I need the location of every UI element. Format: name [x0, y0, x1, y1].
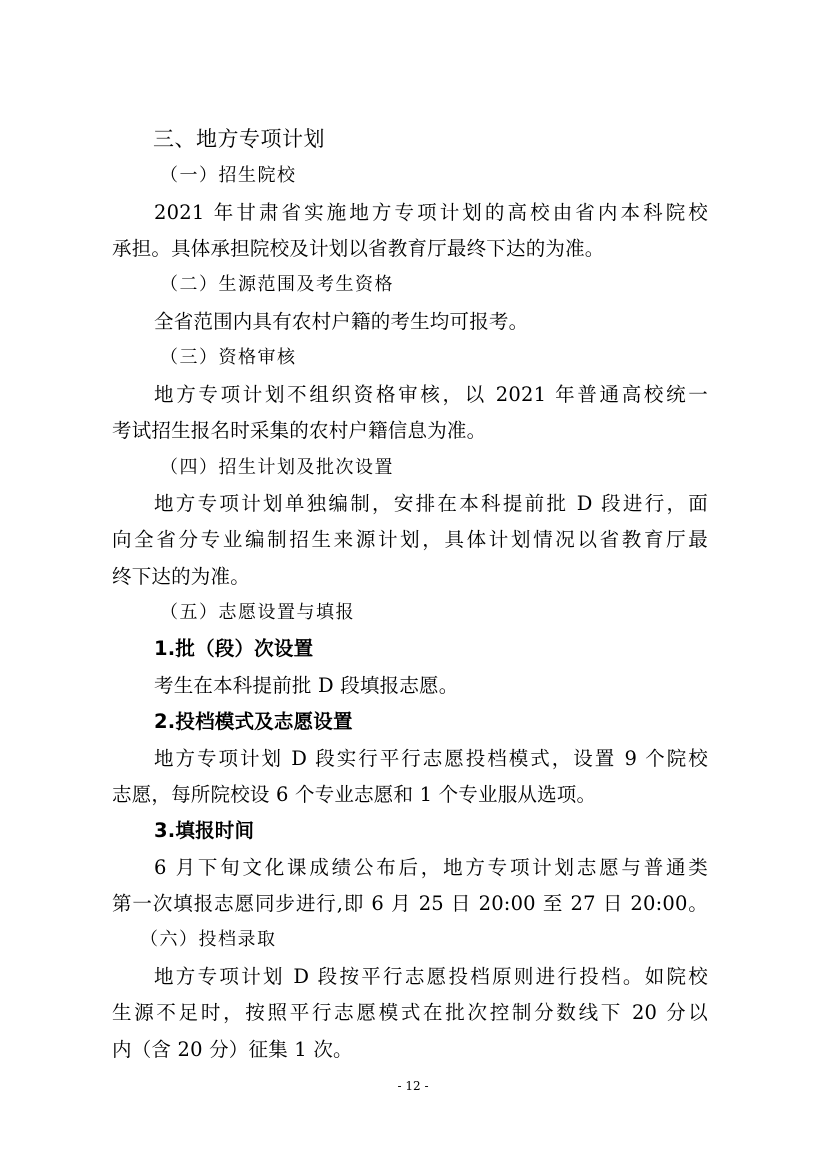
paragraph-line: 内（含 20 分）征集 1 次。 — [112, 1038, 353, 1061]
subsection-heading-3: （三）资格审核 — [160, 347, 297, 368]
subsection-heading-4: （四）招生计划及批次设置 — [160, 457, 394, 478]
paragraph-line: 地方专项计划 D 段实行平行志愿投档模式，设置 9 个院校 — [154, 747, 708, 770]
paragraph-line: 志愿，每所院校设 6 个专业志愿和 1 个专业服从选项。 — [112, 783, 597, 806]
paragraph-line: 全省范围内具有农村户籍的考生均可报考。 — [154, 310, 529, 333]
item-title-3: 3.填报时间 — [154, 819, 255, 842]
subsection-heading-5: （五）志愿设置与填报 — [160, 602, 355, 623]
item-title-2: 2.投档模式及志愿设置 — [154, 710, 353, 733]
paragraph-line: 6 月下旬文化课成绩公布后，地方专项计划志愿与普通类 — [154, 856, 708, 879]
subsection-heading-2: （二）生源范围及考生资格 — [160, 274, 394, 295]
item-title-1: 1.批（段）次设置 — [154, 637, 314, 660]
paragraph-line: 承担。具体承担院校及计划以省教育厅最终下达的为准。 — [112, 237, 605, 260]
page-number: - 12 - — [397, 1079, 429, 1093]
paragraph-line: 考生在本科提前批 D 段填报志愿。 — [154, 674, 459, 697]
paragraph-line: 考试招生报名时采集的农村户籍信息为准。 — [112, 419, 487, 442]
paragraph-line: 第一次填报志愿同步进行,即 6 月 25 日 20:00 至 27 日 20:00。 — [112, 892, 708, 915]
paragraph-line: 生源不足时，按照平行志愿模式在批次控制分数线下 20 分以 — [112, 1001, 708, 1024]
paragraph-line: 2021 年甘肃省实施地方专项计划的高校由省内本科院校 — [154, 201, 708, 224]
paragraph-line: 向全省分专业编制招生来源计划，具体计划情况以省教育厅最 — [112, 528, 708, 551]
paragraph-line: 地方专项计划单独编制，安排在本科提前批 D 段进行，面 — [154, 492, 708, 515]
subsection-heading-1: （一）招生院校 — [160, 165, 297, 186]
paragraph-line: 地方专项计划 D 段按平行志愿投档原则进行投档。如院校 — [154, 965, 708, 988]
paragraph-line: 终下达的为准。 — [112, 565, 250, 588]
section-title: 三、地方专项计划 — [153, 127, 325, 151]
subsection-heading-6: （六）投档录取 — [140, 929, 277, 950]
paragraph-line: 地方专项计划不组织资格审核，以 2021 年普通高校统一 — [154, 383, 708, 406]
